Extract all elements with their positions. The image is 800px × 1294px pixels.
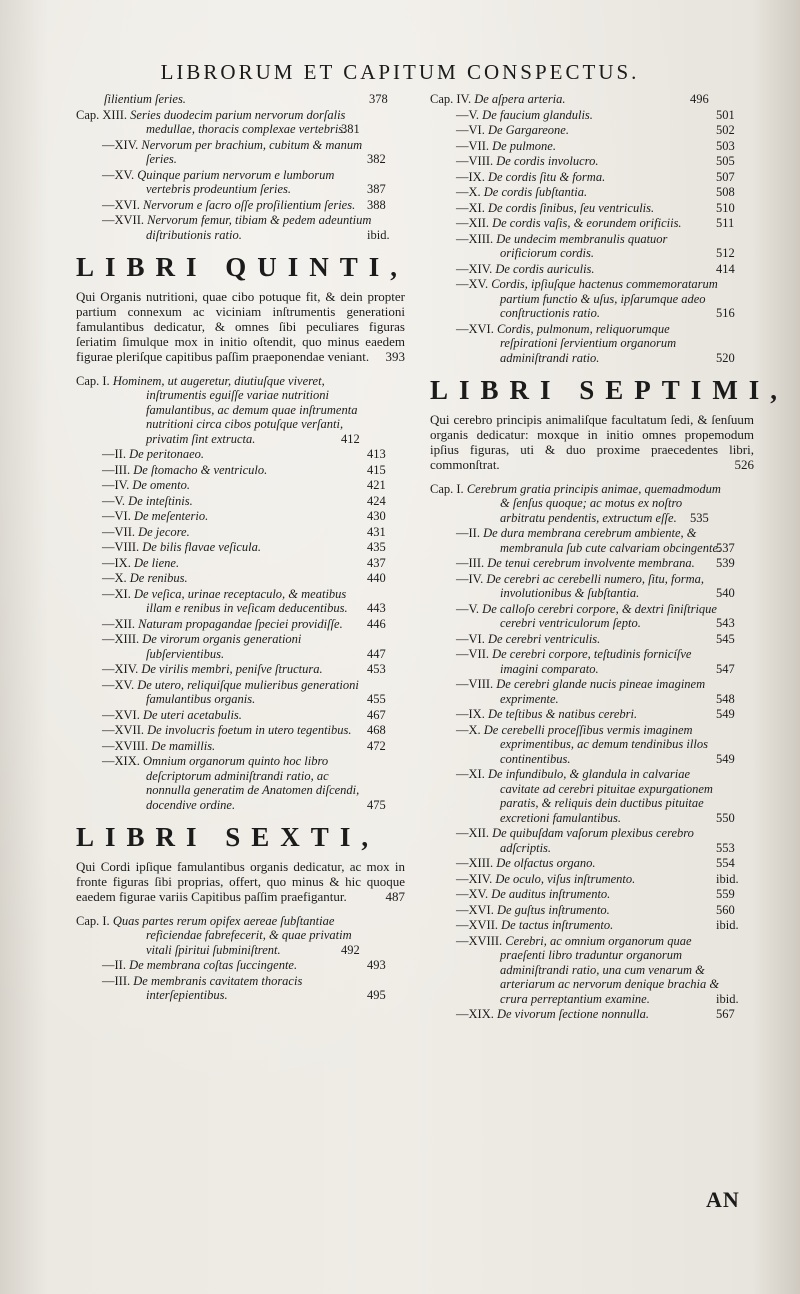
toc-entry: —XVI. De guſtus inſtrumento. 560 [456, 902, 735, 917]
chapter-title: De cerebelli proceſſibus vermis imaginem exprimentibus, ac demum tendinibus illos continentibus. [483, 722, 708, 766]
chapter-label: —V. [102, 493, 126, 508]
book-title-7: LIBRI SEPTIMI, [430, 375, 789, 405]
toc-entry: Cap. IV. De aſpera arteria. 496 [430, 92, 709, 106]
toc-entry: —VII. De cerebri corpore, teſtudinis fornicíſve imagini comparato. 547 [456, 647, 735, 676]
chapter-label: —IX. [102, 555, 131, 570]
toc-entry: Cap. I. Quas partes rerum opifex aereae ſubſtantiae reficiendae fabrefecerit, & quae privatim vitali ſpiritui ſubminiſtrent. 492 [76, 913, 360, 957]
toc-entry: —IX. De cordis ſitu & forma. 507 [456, 169, 735, 184]
toc-entry: —V. De inteſtinis. 424 [102, 493, 386, 508]
running-title: LIBRORUM ET CAPITUM CONSPECTUS. [160, 60, 640, 84]
toc-entry: —XI. De cordis ſinibus, ſeu ventriculis. 510 [456, 200, 735, 215]
chapter-title: Nervorum e ſacro oſſe proſilientium ſeries. [142, 197, 356, 212]
toc-entry: —XV. Cordis, ipſiuſque hactenus commemoratarum partium functio & uſus, ipſarumque adeo conſtructionis ratio. 516 [456, 277, 735, 320]
toc-entry: Cap. I. Hominem, ut augeretur, diutiuſque viveret, inſtrumentis eguiſſe variae nutritioni famulantibus, ac demum quae inſtrumenta nutritioni circa cibos potuſque verſanti, privatim ſint extructa. 412 [76, 373, 360, 446]
book-title-6: LIBRI SEXTI, [76, 822, 380, 852]
chapter-label: Cap. I. [76, 373, 110, 388]
chapter-title: De infundibulo, & glandula in calvariae cavitate ad cerebri pituitae expurgationem paratis, & reliquis dein ductibus pituitae excretioni famulantibus. [487, 767, 713, 825]
chapter-label: —II. [456, 526, 480, 540]
chapter-label: —XII. [456, 826, 489, 840]
chapter-title: De vivorum ſectione nonnulla. [496, 1007, 650, 1021]
chapter-label: —XIII. [456, 231, 494, 246]
chapter-title: Quinque parium nervorum e lumborum vertebris prodeuntium ſeries. [137, 167, 335, 196]
chapter-label: —XV. [102, 167, 135, 182]
chapter-title: De mamillis. [151, 738, 216, 753]
chapter-label: —XVIII. [102, 738, 149, 753]
chapter-title: De oculo, viſus inſtrumento. [495, 871, 636, 886]
book-intro-text: Qui cerebro principis animaliſque facultatum ſedi, & ſenſuum organis dedicatur: moxque in initio omnes propemodum ipſius figuras, uti & duo proxime praecedentes libri, commonſtrat. [430, 411, 754, 472]
chapter-label: —VI. [456, 123, 485, 137]
chapter-label: —IX. [456, 707, 485, 721]
toc-entry: —IX. De liene. 437 [102, 555, 386, 570]
chapter-label: —III. [102, 462, 131, 477]
chapter-title: De cordis auriculis. [495, 261, 595, 276]
chapter-title: De calloſo cerebri corpore, & dextri ſiniſtrique cerebri ventriculorum ſepto. [482, 601, 717, 630]
chapter-title: De cordis ſubſtantia. [483, 185, 588, 199]
chapter-title: De faucium glandulis. [482, 107, 593, 122]
chapter-title: De virilis membri, peniſve ſtructura. [141, 662, 323, 676]
toc-entry: Cap. I. Cerebrum gratia principis animae, quemadmodum & ſenſus quoque; ac motus ex noſtro arbitratu pendentis, extructum eſſe. 535 [430, 481, 721, 525]
chapter-title: De cordis vaſis, & eorundem orificiis. [492, 216, 682, 230]
chapter-label: —VII. [456, 138, 489, 153]
toc-entry: —VIII. De cordis involucro. 505 [456, 154, 735, 168]
chapter-label: —XVI. [456, 321, 494, 336]
toc-entry: —XV. De utero, reliquiſque mulieribus generationi famulantibus organis. 455 [102, 677, 386, 706]
chapter-title: Cordis, pulmonum, reliquorumque reſpirationi ſervientium organorum adminiſtrandi ratio. [496, 321, 677, 365]
left-column [76, 92, 411, 1004]
toc-entry: —II. De peritonaeo. 413 [102, 447, 386, 461]
chapter-title: De cordis involucro. [496, 154, 599, 168]
chapter-title: De Gargareone. [487, 123, 569, 137]
chapter-label: —XIII. [102, 632, 140, 646]
book6-continued-list [430, 92, 760, 365]
chapter-title: De aſpera arteria. [474, 92, 566, 106]
chapter-label: —XII. [456, 216, 489, 230]
chapter-label: —IX. [456, 169, 485, 184]
chapter-title: De guſtus inſtrumento. [496, 902, 610, 917]
book-intro-page: 526 [734, 456, 754, 472]
chapter-title: Cerebrum gratia principis animae, quemadmodum & ſenſus quoque; ac motus ex noſtro arbitratu pendentis, extructum eſſe. [466, 481, 721, 525]
chapter-title: De peritonaeo. [129, 447, 205, 461]
book-intro-5 [76, 289, 411, 364]
chapter-label: —XIII. [456, 856, 494, 870]
toc-entry: —XIII. De virorum organis generationi ſubſervientibus. 447 [102, 632, 386, 661]
chapter-title: Nervorum per brachium, cubitum & manum ſeries. [141, 137, 363, 166]
chapter-label: —XIV. [102, 137, 139, 152]
toc-entry: —XIV. De cordis auriculis. 414 [456, 261, 735, 276]
toc-entry: —V. De faucium glandulis. 501 [456, 107, 735, 122]
chapter-title: De renibus. [129, 571, 188, 585]
chapter-label: —XV. [456, 887, 489, 901]
toc-entry: —VIII. De bilis flavae veſicula. 435 [102, 540, 386, 554]
chapter-label: —VIII. [102, 540, 140, 554]
chapter-label: —XV. [102, 677, 135, 692]
book7-entries-list [430, 482, 760, 1022]
book-intro-7 [430, 412, 760, 472]
chapter-title: De olfactus organo. [496, 856, 596, 870]
chapter-label: —III. [456, 556, 485, 570]
chapter-title: De cerebri ac cerebelli numero, ſitu, forma, involutionibus & ſubſtantia. [486, 571, 704, 600]
chapter-title: Cerebri, ac omnium organorum quae praeſenti libro traduntur organorum adminiſtrandi ratio, una cum venarum & arteriarum ac nervorum denique brachia & crura perreptantium examine. [500, 933, 720, 1006]
chapter-title: De cerebri glande nucis pineae imaginem exprimente. [496, 677, 706, 706]
chapter-label: —X. [456, 722, 481, 737]
chapter-label: —VIII. [456, 677, 494, 691]
chapter-title: Nervorum femur, tibiam & pedem adeuntium diſtributionis ratio. [146, 213, 372, 242]
chapter-title: De involucris foetum in utero tegentibus. [147, 723, 352, 737]
continued-entries-list [76, 92, 411, 242]
chapter-title: De tenui cerebrum involvente membrana. [487, 556, 695, 570]
chapter-label: —IV. [102, 478, 130, 492]
chapter-title: De jecore. [138, 524, 190, 539]
chapter-label: —XIX. [456, 1007, 494, 1021]
chapter-title: De inteſtinis. [128, 493, 193, 508]
chapter-label: —XVI. [102, 707, 140, 722]
chapter-label: —XV. [456, 277, 489, 291]
toc-entry: —VII. De pulmone. 503 [456, 138, 735, 153]
chapter-title: De quibuſdam vaſorum plexibus cerebro adſcriptis. [492, 826, 694, 855]
chapter-label: —XI. [456, 200, 485, 215]
toc-entry: —XIV. De virilis membri, peniſve ſtructura. 453 [102, 662, 386, 676]
chapter-title: De auditus inſtrumento. [491, 887, 611, 901]
chapter-title: De virorum organis generationi ſubſervientibus. [142, 632, 302, 661]
chapter-label: Cap. XIII. [76, 107, 128, 122]
toc-entry: —VII. De jecore. 431 [102, 524, 386, 539]
toc-entry: —XVI. Cordis, pulmonum, reliquorumque reſpirationi ſervientium organorum adminiſtrandi ratio. 520 [456, 321, 735, 365]
chapter-title: ſilientium ſeries. [104, 92, 186, 106]
chapter-label: —X. [102, 571, 127, 585]
toc-entry: —II. De membrana coſtas ſuccingente. 493 [102, 958, 386, 972]
toc-entry: —XIII. De olfactus organo. 554 [456, 856, 735, 870]
toc-entry: —XVII. Nervorum femur, tibiam & pedem adeuntium diſtributionis ratio. ibid. [102, 213, 390, 242]
chapter-label: —XI. [102, 586, 131, 601]
toc-entry: —VI. De cerebri ventriculis. 545 [456, 631, 735, 646]
chapter-label: —XIV. [456, 261, 493, 276]
toc-entry: —XV. Quinque parium nervorum e lumborum vertebris prodeuntium ſeries. 387 [102, 167, 386, 196]
chapter-title: De membrana coſtas ſuccingente. [129, 958, 298, 972]
chapter-label: Cap. I. [430, 481, 464, 496]
chapter-title: Quas partes rerum opifex aereae ſubſtantiae reficiendae fabrefecerit, & quae privatim vitali ſpiritui ſubminiſtrent. [112, 913, 352, 957]
chapter-title: De membranis cavitatem thoracis interſepientibus. [133, 973, 303, 1002]
chapter-label: —XII. [102, 616, 135, 631]
chapter-label: —XVII. [102, 723, 145, 737]
chapter-label: —XVIII. [456, 933, 503, 948]
toc-entry: —XIII. De undecim membranulis quatuor orificiorum cordis. 512 [456, 231, 735, 260]
toc-entry: —XVIII. De mamillis. 472 [102, 738, 386, 753]
chapter-label: —XVI. [102, 197, 140, 212]
chapter-label: —VII. [102, 524, 135, 539]
book-intro-6 [76, 859, 411, 904]
toc-entry: —VI. De meſenterio. 430 [102, 509, 386, 523]
chapter-title: De cordis ſitu & forma. [487, 169, 606, 184]
toc-entry: —XII. De cordis vaſis, & eorundem orificiis. 511 [456, 216, 735, 230]
chapter-label: —XIV. [456, 871, 493, 886]
right-column [430, 92, 789, 1023]
chapter-label: Cap. IV. [430, 92, 472, 106]
toc-entry: —IV. De omento. 421 [102, 478, 386, 492]
toc-entry: —XI. De veſica, urinae receptaculo, & meatibus illam e renibus in veſicam deducentibus. 443 [102, 586, 386, 615]
toc-entry: —X. De renibus. 440 [102, 571, 386, 585]
toc-entry: —II. De dura membrana cerebrum ambiente, & membranula ſub cute calvariam obcingente. 537 [456, 526, 735, 555]
toc-entry: —X. De cerebelli proceſſibus vermis imaginem exprimentibus, ac demum tendinibus illos continentibus. 549 [456, 722, 735, 766]
toc-entry: —IX. De teſtibus & natibus cerebri. 549 [456, 707, 735, 721]
chapter-label: —V. [456, 107, 480, 122]
chapter-label: —XVII. [456, 918, 499, 932]
toc-entry: —IV. De cerebri ac cerebelli numero, ſitu, forma, involutionibus & ſubſtantia. 540 [456, 571, 735, 600]
chapter-label: —V. [456, 601, 480, 616]
toc-entry: —VI. De Gargareone. 502 [456, 123, 735, 137]
chapter-title: De cerebri corpore, teſtudinis fornicíſve imagini comparato. [492, 647, 692, 676]
chapter-title: De liene. [133, 555, 180, 570]
chapter-label: —II. [102, 958, 126, 972]
toc-entry: —XVII. De tactus inſtrumento. ibid. [456, 918, 739, 932]
chapter-label: —IV. [456, 571, 484, 586]
toc-entry: —X. De cordis ſubſtantia. 508 [456, 185, 735, 199]
chapter-label: —III. [102, 973, 131, 988]
toc-entry: —XVI. De uteri acetabulis. 467 [102, 707, 386, 722]
chapter-title: De ſtomacho & ventriculo. [133, 462, 268, 477]
chapter-title: De uteri acetabulis. [142, 707, 242, 722]
toc-entry: Cap. XIII. Series duodecim parium nervorum dorſalis medullae, thoracis complexae vertebris. 381 [76, 107, 360, 136]
chapter-label: —VII. [456, 647, 489, 661]
book-title-5: LIBRI QUINTI, [76, 252, 409, 282]
toc-entry: —XI. De infundibulo, & glandula in calvariae cavitate ad cerebri pituitae expurgationem paratis, & reliquis dein ductibus pituitae excretioni famulantibus. 550 [456, 767, 735, 825]
toc-entry: —XIV. De oculo, viſus inſtrumento. ibid. [456, 871, 739, 886]
toc-entry: —XVIII. Cerebri, ac omnium organorum quae praeſenti libro traduntur organorum adminiſtrandi ratio, una cum venarum & arteriarum ac nervorum denique brachia & crura perreptantium examine. ibid. [456, 933, 739, 1006]
chapter-label: —VI. [102, 509, 131, 523]
chapter-title: De cerebri ventriculis. [487, 631, 601, 646]
toc-entry: —XII. De quibuſdam vaſorum plexibus cerebro adſcriptis. 553 [456, 826, 735, 855]
chapter-title: Hominem, ut augeretur, diutiuſque viveret, inſtrumentis eguiſſe variae nutritioni famulantibus, ac demum quae inſtrumenta nutritioni circa cibos potuſque verſanti, privatim ſint extructa. [112, 373, 358, 446]
chapter-title: De veſica, urinae receptaculo, & meatibus illam e renibus in veſicam deducentibus. [133, 586, 348, 615]
toc-entry: —XIX. Omnium organorum quinto hoc libro deſcriptorum adminiſtrandi ratio, ac nonnulla generatim de Anatomen diſcendi, docendive ordine. 475 [102, 754, 386, 812]
chapter-label: —XVII. [102, 213, 145, 227]
book-intro-page: 487 [385, 888, 405, 904]
catchword: AN [706, 1187, 740, 1212]
toc-entry: —XVII. De involucris foetum in utero tegentibus. 468 [102, 723, 386, 737]
chapter-label: —XIV. [102, 662, 139, 676]
chapter-title: Omnium organorum quinto hoc libro deſcriptorum adminiſtrandi ratio, ac nonnulla generatim de Anatomen diſcendi, docendive ordine. [142, 754, 360, 812]
chapter-title: De omento. [132, 478, 190, 492]
toc-entry: ſilientium ſeries. 378 [104, 92, 388, 106]
toc-entry: —XIV. Nervorum per brachium, cubitum & manum ſeries. 382 [102, 137, 386, 166]
chapter-title: De undecim membranulis quatuor orificiorum cordis. [496, 231, 668, 260]
chapter-label: —VI. [456, 631, 485, 646]
book5-entries-list [76, 374, 411, 813]
chapter-title: Naturam propagandae ſpeciei providiſſe. [138, 616, 343, 631]
chapter-title: De teſtibus & natibus cerebri. [487, 707, 638, 721]
toc-entry: —XII. Naturam propagandae ſpeciei providiſſe. 446 [102, 616, 386, 631]
toc-entry: —XIX. De vivorum ſectione nonnulla. 567 [456, 1007, 735, 1021]
book-intro-text: Qui Cordi ipſique famulantibus organis dedicatur, ac mox in fronte figuras ſibi proprias, offert, quo minus & hic quoque eaedem figurae variis Capitibus paſſim praefigantur. [76, 858, 405, 904]
chapter-label: —II. [102, 447, 126, 461]
chapter-title: De tactus inſtrumento. [501, 918, 614, 932]
chapter-title: De dura membrana cerebrum ambiente, & membranula ſub cute calvariam obcingente. [483, 526, 722, 555]
chapter-label: —XI. [456, 767, 485, 781]
chapter-label: Cap. I. [76, 913, 110, 928]
chapter-title: De utero, reliquiſque mulieribus generationi famulantibus organis. [137, 677, 359, 706]
book6-entries-list [76, 914, 411, 1003]
chapter-label: —VIII. [456, 154, 494, 168]
toc-entry: —III. De ſtomacho & ventriculo. 415 [102, 462, 386, 477]
toc-entry: —V. De calloſo cerebri corpore, & dextri ſiniſtrique cerebri ventriculorum ſepto. 543 [456, 601, 735, 630]
chapter-title: De cordis ſinibus, ſeu ventriculis. [487, 200, 655, 215]
toc-entry: —XV. De auditus inſtrumento. 559 [456, 887, 735, 901]
book-intro-text: Qui Organis nutritioni, quae cibo potuque fit, & dein propter partium connexum ac viciniam inſtrumentis generationi famulantibus dedicatur, & omnes ſibi peculiares figuras ſeriatim ſimulque mox in initio oſtendit, quo minus eaedem figurae pleriſque capitibus paſſim praeponendae veniant. [76, 288, 405, 364]
toc-entry: —XVI. Nervorum e ſacro oſſe proſilientium ſeries. 388 [102, 197, 386, 212]
book-intro-page: 393 [385, 348, 405, 364]
chapter-title: De meſenterio. [133, 509, 209, 523]
chapter-title: Series duodecim parium nervorum dorſalis medullae, thoracis complexae vertebris. [130, 107, 347, 136]
chapter-title: De pulmone. [492, 138, 556, 153]
chapter-label: —XVI. [456, 902, 494, 917]
toc-entry: —III. De tenui cerebrum involvente membrana. 539 [456, 556, 735, 570]
chapter-label: —X. [456, 185, 481, 199]
chapter-title: Cordis, ipſiuſque hactenus commemoratarum partium functio & uſus, ipſarumque adeo conſtructionis ratio. [491, 277, 718, 320]
chapter-label: —XIX. [102, 754, 140, 768]
chapter-title: De bilis flavae veſicula. [142, 540, 261, 554]
toc-entry: —VIII. De cerebri glande nucis pineae imaginem exprimente. 548 [456, 677, 735, 706]
toc-entry: —III. De membranis cavitatem thoracis interſepientibus. 495 [102, 973, 386, 1002]
